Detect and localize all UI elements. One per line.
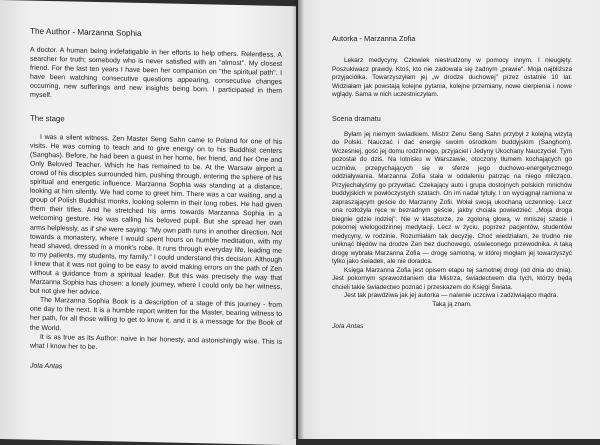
left-page [0,0,296,445]
right-body-paragraph: Byłam jej niemym świadkiem. Mistrz Zenu Seng Sahn przybył z kolejną wizytą do Polski. Nauczać i dać energię swoim ośrodkom buddyjskim (Sanghom). Wcześniej, gość jej domu rodzinnego, przyjaciel i Jedyny Ukochany Nauczyciel. Tym pozostał do dziś. Na lotnisku w Warszawie, otoczony tłumem kochających go uczniów, przepychających się w sferze jego duchowo-energetycznego oddziaływania. Marzanna Zofia stała w oddaleniu patrząc na niego milcząco. Przyjechałyśmy go przywitać. Czekający auto i grupa dostojnych polskich mnichów buddyjskich w powłóczystych szatach. On im nadał tytuły. I on wyciągnął ramiona w zapraszającym geście do Marzanny Zofii. Wołał swoją ukochaną uczennicę. Lecz ona rozłożyła ręce w bezradnym geście, jakby chciała powiedzieć: „Moja droga biegnie gdzie indziej". Nie w klasztorze, ze zgoloną głową, w mniszej szacie i pokornej wielogodzinnej medytacji. Lecz w życiu, poprzez pacjentów, studentów medycyny, w rodzinie. Rozumiałam tak decyzję. Choć wiedziałam, że trudno nie uniknąć błędów na drodze Zen bez duchowego, oświeconego przewodnika. A taką drogę wybrała Marzanna Zofia — drogę samotną, w której mogłam jej towarzyszyć tylko jako świadek, ale nie doradca. [332,130,572,265]
left-signature: Jola Antas [30,362,63,371]
right-signature: Jola Antas [332,323,364,330]
left-page-text [30,27,282,375]
left-closing-paragraph-1: The Marzanna Sophia Book is a description of a stage of this journey - from one day to the next. It is a humble report written for the Master, bearing witness to her path, for all those willing to get to know it, and it is a message for the Book of the World. [30,297,282,332]
left-body-paragraph: I was a silent witness. Zen Master Seng Sahn came to Poland for one of his visits. He was coming to teach and to give energy on to his Buddhist centers (Sanghas). Before, he had been a guest in her home, her friend, and her One and Only Beloved Teacher. Which he has remained to be. At the Warsaw airport a crowd of his disciples surrounded him, pushing through, entering the sphere of his spiritual and energetic influence. Marzanna Sophia was standing at a distance, looking at him silently. We had come to greet him. There was a car waiting, and a group of Polish Buddhist monks, looking solemn in their long robes. He had given them their titles. And he stretched his arms towards Marzanna Sophia in a welcoming gesture. He was calling his beloved pupil. But she spread her own arms helplessly, as if she were saying: "My own path runs in another direction. Not towards a monastery, where I would spent hours on humble meditation, with my head shaved, dressed in a monk's robe. It runs through everyday life, leading me to my patients, my students, my family." I could understand this decision. Although I knew that it was not going to be easy to avoid making errors on the path of Zen without a guidance from a spiritual leader. But this was precisely the way that Marzanna Sophia has chosen: a lonely journey, where I could only be her witness, but not give her advice. [30,133,282,297]
right-closing-paragraph-3: Taką ją znam. [432,300,472,308]
right-closing-paragraph-2: Jest tak prawdziwa jak jej autorka — naiwnie uczciwa i zadziwiająco mądra. [344,292,559,299]
right-page-header: Autorka - Marzanna Zofia [332,34,416,43]
left-page-header: The Author - Marzanna Sophia [30,26,142,38]
right-page [298,0,600,439]
left-section-title: The stage [30,113,65,123]
right-closing-paragraph-1: Księga Marzanna Zofia jest opisem etapu tej samotnej drogi (od dnia do dnia). Jest pokornym sprawozdaniem dla Mistrza, świadectwem dla tych, którzy będą chcieli takie świadectwo poznać i przeskazem do Księgi Świata. [332,266,572,291]
right-section-title: Scena dramatu [332,113,381,123]
right-page-text [332,34,572,330]
left-intro-paragraph: A doctor. A human being indefatigable in her efforts to help others. Relentless. A searcher for truth; somebody who is never satisfied with an "almost". My closest friend. For the last ten years I have been her companion on "the spiritual path". I have been watching consecutive questions appearing, consecutive changes occurring, new sufferings and new insights being born. I participated in them myself. [30,46,282,100]
right-intro-paragraph: Lekarz medycyny. Człowiek niestrudzony w pomocy innym. I nieugięty. Poszukiwacz prawdy. Ktoś, kto nie zadowala się żadnym „prawie". Moja najbliższa przyjaciółka. Towarzyszyłam jej „w drodze duchowej" przez ostatnie 10 lat. Widziałam jak powstają kolejne pytania, kolejne przemiany, nowe cierpienia i nowe wglądy. Sama w nich uczestniczyłam. [332,57,572,98]
book-gutter-shadow [292,0,304,439]
left-closing-paragraph-2: It is as true as its Author: naive in her honesty, and astonishingly wise. This is what I know her to be. [30,333,282,351]
